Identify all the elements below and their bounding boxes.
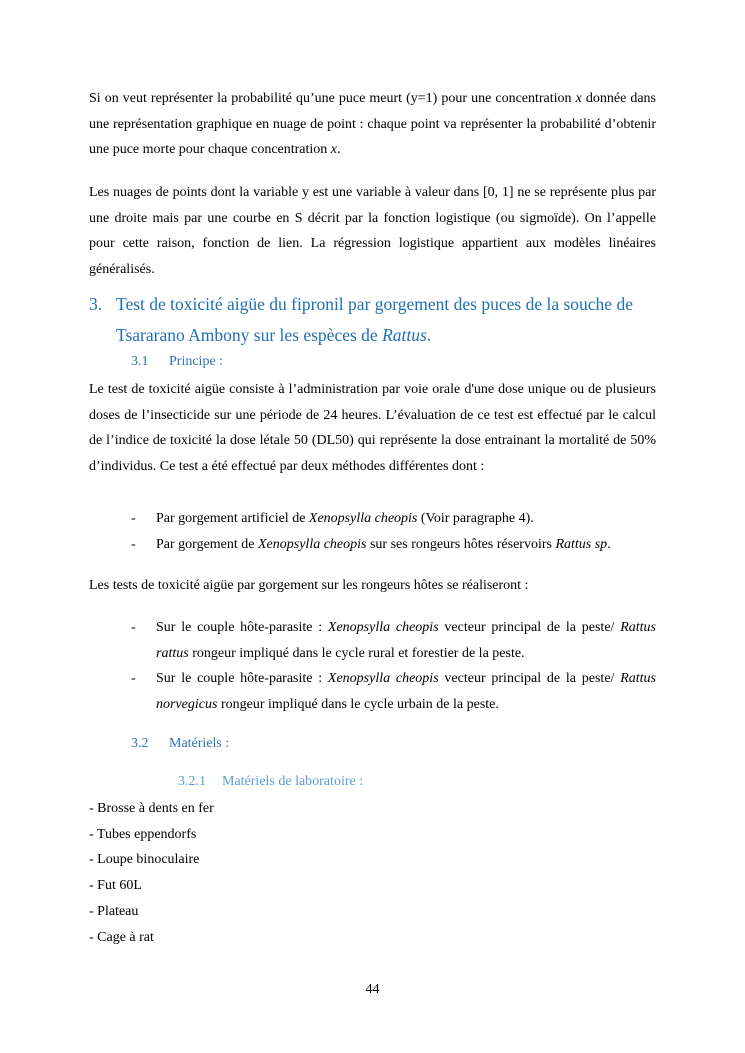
paragraph-probability: Si on veut représenter la probabilité qu’une puce meurt (y=1) pour une concentration x donnée dans une représentation graphique en nuage de point : chaque point va représenter la probabilité d’obtenir une puce morte pour chaque concentration x.: [89, 91, 657, 157]
paragraph-principle: Le test de toxicité aigüe consiste à l’administration par voie orale d'une dose unique ou de plusieurs doses de l’insecticide sur une période de 24 heures. L’évaluation de ce test est effectué par le calcul de l’indice de toxicité la dose létale 50 (DL50) qui représente la dose entrainant la mortalité de 50% d’individus. Ce test a été effectué par deux méthodes différentes dont :: [89, 382, 656, 474]
materials-list-item: - Tubes eppendorfs: [89, 827, 197, 842]
materials-list-item: - Fut 60L: [89, 878, 142, 893]
paragraph-logistic: Les nuages de points dont la variable y est une variable à valeur dans [0, 1] ne se représente plus par une droite mais par une courbe en S décrit par la fonction logistique (ou sigmoïde). On l’appelle pour cette raison, fonction de lien. La régression logistique appartient aux modèles linéaires généralisés.: [89, 185, 656, 277]
subsection-heading-3-2-1: 3.2.1 Matériels de laboratoire :: [178, 774, 364, 789]
subsection-heading-3-2: 3.2 Matériels :: [131, 736, 230, 751]
section-heading-3: [89, 289, 669, 351]
section-title-line2: Tsararano Ambony sur les espèces de Rattus.: [116, 325, 432, 345]
subsection-heading-3-1: 3.1 Principe :: [131, 354, 224, 369]
paragraph-tests: Les tests de toxicité aigüe par gorgement sur les rongeurs hôtes se réaliseront :: [89, 578, 529, 593]
materials-list-item: - Plateau: [89, 904, 139, 919]
section-number: 3.: [89, 294, 103, 314]
list-item-method: - Par gorgement de Xenopsylla cheopis sur ses rongeurs hôtes réservoirs Rattus sp.: [131, 537, 611, 552]
materials-list-item: - Cage à rat: [89, 930, 154, 945]
list-item-method: - Par gorgement artificiel de Xenopsylla cheopis (Voir paragraphe 4).: [131, 511, 534, 526]
list-item-couple: - Sur le couple hôte-parasite : Xenopsylla cheopis vecteur principal de la peste/ Rattus norvegicus rongeur impliqué dans le cycle urbain de la peste.: [131, 671, 656, 712]
section-title-line1: Test de toxicité aigüe du fipronil par gorgement des puces de la souche de: [116, 294, 633, 314]
page-number: 44: [365, 982, 380, 997]
list-item-couple: - Sur le couple hôte-parasite : Xenopsylla cheopis vecteur principal de la peste/ Rattus rattus rongeur impliqué dans le cycle rural et forestier de la peste.: [131, 620, 656, 661]
materials-list-item: - Loupe binoculaire: [89, 852, 200, 867]
materials-list-item: - Brosse à dents en fer: [89, 801, 214, 816]
